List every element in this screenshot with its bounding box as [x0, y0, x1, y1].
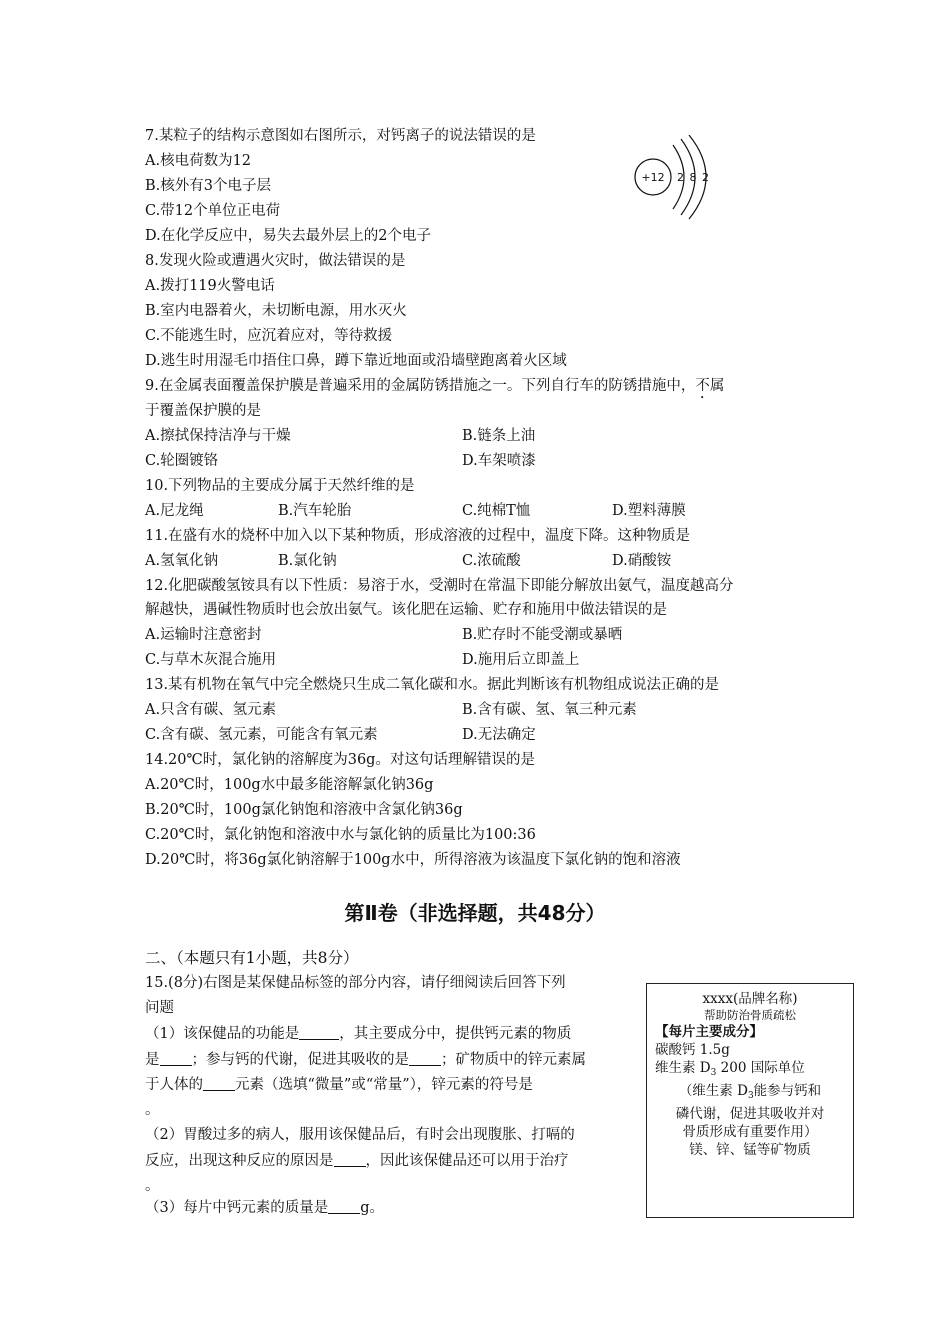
q14-option-b: B.20℃时，100g氯化钠饱和溶液中含氯化钠36g	[145, 802, 463, 818]
q9-option-c: C.轮圈镀铬	[145, 453, 219, 469]
label-slogan: 帮助防治骨质疏松	[704, 1008, 796, 1022]
q11-stem: 11.在盛有水的烧杯中加入以下某种物质，形成溶液的过程中，温度下降。这种物质是	[145, 528, 691, 544]
q15-part2-text: ，因此该保健品还可以用于治疗	[365, 1153, 569, 1169]
q15-part3-text: g。	[360, 1200, 385, 1216]
q7-stem: 7.某粒子的结构示意图如右图所示，对钙离子的说法错误的是	[145, 128, 536, 144]
q7-option-b: B.核外有3个电子层	[145, 178, 271, 194]
q14-option-d: D.20℃时，将36g氯化钠溶解于100g水中，所得溶液为该温度下氯化钠的饱和溶液	[145, 852, 681, 868]
q13-option-a: A.只含有碳、氢元素	[145, 702, 277, 718]
q11-option-d: D.硝酸铵	[612, 553, 672, 569]
q15-intro-line2: 问题	[145, 1000, 174, 1016]
nucleus-charge: +12	[641, 171, 665, 184]
q15-intro-line1: 15.(8分)右图是某保健品标签的部分内容，请仔细阅读后回答下列	[145, 975, 566, 991]
label-text: 维生素 D	[655, 1060, 711, 1076]
shell-electrons: 2 8 2	[677, 171, 710, 184]
q12-option-d: D.施用后立即盖上	[462, 652, 580, 668]
answer-blank-calcium-mass[interactable]	[328, 1199, 360, 1214]
q11-option-a: A.氢氧化钠	[145, 553, 219, 569]
answer-blank-calcium-source[interactable]	[160, 1051, 192, 1066]
q9-stem-line2: 于覆盖保护膜的是	[145, 403, 261, 419]
label-text: （维生素 D	[678, 1083, 748, 1099]
q15-part1-text: 是	[145, 1052, 160, 1068]
q15-part2-text: 反应，出现这种反应的原因是	[145, 1153, 334, 1169]
q9-stem-part-b: 属	[709, 378, 725, 394]
q13-option-d: D.无法确定	[462, 727, 536, 743]
q15-part1-text: 于人体的	[145, 1077, 203, 1093]
q10-option-c: C.纯棉T恤	[462, 503, 531, 519]
label-brand: xxxx(品牌名称)	[702, 991, 798, 1007]
label-note-line2: 磷代谢，促进其吸收并对	[675, 1106, 825, 1122]
q15-part1-line2	[145, 1050, 586, 1070]
q14-option-a: A.20℃时，100g水中最多能溶解氯化钠36g	[145, 777, 434, 793]
q15-part1-text: （1）该保健品的功能是	[145, 1026, 300, 1042]
label-subscript: 3	[710, 1068, 717, 1078]
answer-blank-function[interactable]	[299, 1025, 339, 1040]
q10-option-a: A.尼龙绳	[145, 503, 204, 519]
q13-option-b: B.含有碳、氢、氧三种元素	[462, 702, 637, 718]
q9-option-d: D.车架喷漆	[462, 453, 536, 469]
q12-option-a: A.运输时注意密封	[145, 627, 262, 643]
q15-part1-text: 元素（选填“微量”或“常量”），锌元素的符号是	[235, 1077, 533, 1093]
q9-option-b: B.链条上油	[462, 428, 536, 444]
answer-blank-reason[interactable]	[334, 1152, 366, 1167]
q7-option-c: C.带12个单位正电荷	[145, 203, 281, 219]
label-heading: 【每片主要成分】	[655, 1024, 763, 1040]
q15-part2-line1: （2）胃酸过多的病人，服用该保健品后，有时会出现腹胀、打嗝的	[145, 1127, 575, 1143]
section2-heading: 二、（本题只有1小题，共8分）	[145, 949, 359, 967]
label-note-line3: 骨质形成有重要作用）	[682, 1124, 818, 1140]
q12-stem-line2: 解越快，遇碱性物质时也会放出氨气。该化肥在运输、贮存和施用中做法错误的是	[145, 602, 667, 618]
q11-option-b: B.氯化钠	[278, 553, 337, 569]
q12-option-b: B.贮存时不能受潮或暴晒	[462, 627, 623, 643]
q14-stem: 14.20℃时，氯化钠的溶解度为36g。对这句话理解错误的是	[145, 752, 535, 768]
q12-option-c: C.与草木灰混合施用	[145, 652, 277, 668]
q15-part2-line3: 。	[145, 1178, 160, 1194]
q9-stem	[145, 376, 724, 402]
label-text: 200 国际单位	[716, 1060, 805, 1076]
q10-stem: 10.下列物品的主要成分属于天然纤维的是	[145, 478, 415, 494]
q8-option-b: B.室内电器着火，未切断电源，用水灭火	[145, 303, 407, 319]
q10-option-b: B.汽车轮胎	[278, 503, 352, 519]
label-note-line1	[655, 1082, 845, 1105]
answer-blank-element-type[interactable]	[203, 1076, 235, 1091]
atom-structure-diagram	[625, 135, 725, 220]
q7-option-d: D.在化学反应中，易失去最外层上的2个电子	[145, 228, 431, 244]
q9-stem-emphasis: 不	[695, 378, 710, 394]
section-title: 第Ⅱ卷（非选择题，共48分）	[344, 901, 606, 925]
q15-part1-line3	[145, 1075, 533, 1095]
q15-part3	[145, 1198, 384, 1218]
q15-part3-text: （3）每片中钙元素的质量是	[145, 1200, 329, 1216]
q8-option-a: A.拨打119火警电话	[145, 278, 275, 294]
q11-option-c: C.浓硫酸	[462, 553, 521, 569]
label-item-vitamin-d3	[655, 1059, 845, 1082]
q8-option-c: C.不能逃生时，应沉着应对，等待救援	[145, 328, 393, 344]
label-subscript: 3	[747, 1091, 754, 1101]
q15-part1-text: ；矿物质中的锌元素属	[441, 1052, 586, 1068]
q9-option-a: A.擦拭保持洁净与干燥	[145, 428, 291, 444]
label-item-minerals: 镁、锌、锰等矿物质	[689, 1142, 811, 1158]
q7-option-a: A.核电荷数为12	[145, 153, 252, 169]
q15-part1-line4: 。	[145, 1102, 160, 1118]
q15-part1-text: ；参与钙的代谢，促进其吸收的是	[191, 1052, 409, 1068]
q10-option-d: D.塑料薄膜	[612, 503, 686, 519]
q8-stem: 8.发现火险或遭遇火灾时，做法错误的是	[145, 253, 406, 269]
answer-blank-metabolism[interactable]	[409, 1051, 441, 1066]
label-item-calcium-carbonate: 碳酸钙 1.5g	[655, 1042, 730, 1058]
q9-stem-part-a: 9.在金属表面覆盖保护膜是普遍采用的金属防锈措施之一。下列自行车的防锈措施中，	[145, 378, 696, 394]
q15-part1-text: ，其主要成分中，提供钙元素的物质	[339, 1026, 572, 1042]
label-text: 能参与钙和	[753, 1083, 822, 1099]
q12-stem-line1: 12.化肥碳酸氢铵具有以下性质：易溶于水，受潮时在常温下即能分解放出氨气，温度越高分	[145, 578, 734, 594]
q13-stem: 13.某有机物在氧气中完全燃烧只生成二氧化碳和水。据此判断该有机物组成说法正确的是	[145, 677, 720, 693]
q14-option-c: C.20℃时，氯化钠饱和溶液中水与氯化钠的质量比为100:36	[145, 827, 536, 843]
supplement-label-box	[646, 983, 854, 1218]
q15-part2-line2	[145, 1151, 569, 1171]
q15-part1-line1	[145, 1024, 571, 1044]
q13-option-c: C.含有碳、氢元素，可能含有氧元素	[145, 727, 378, 743]
q8-option-d: D.逃生时用湿毛巾捂住口鼻，蹲下靠近地面或沿墙壁跑离着火区域	[145, 353, 567, 369]
